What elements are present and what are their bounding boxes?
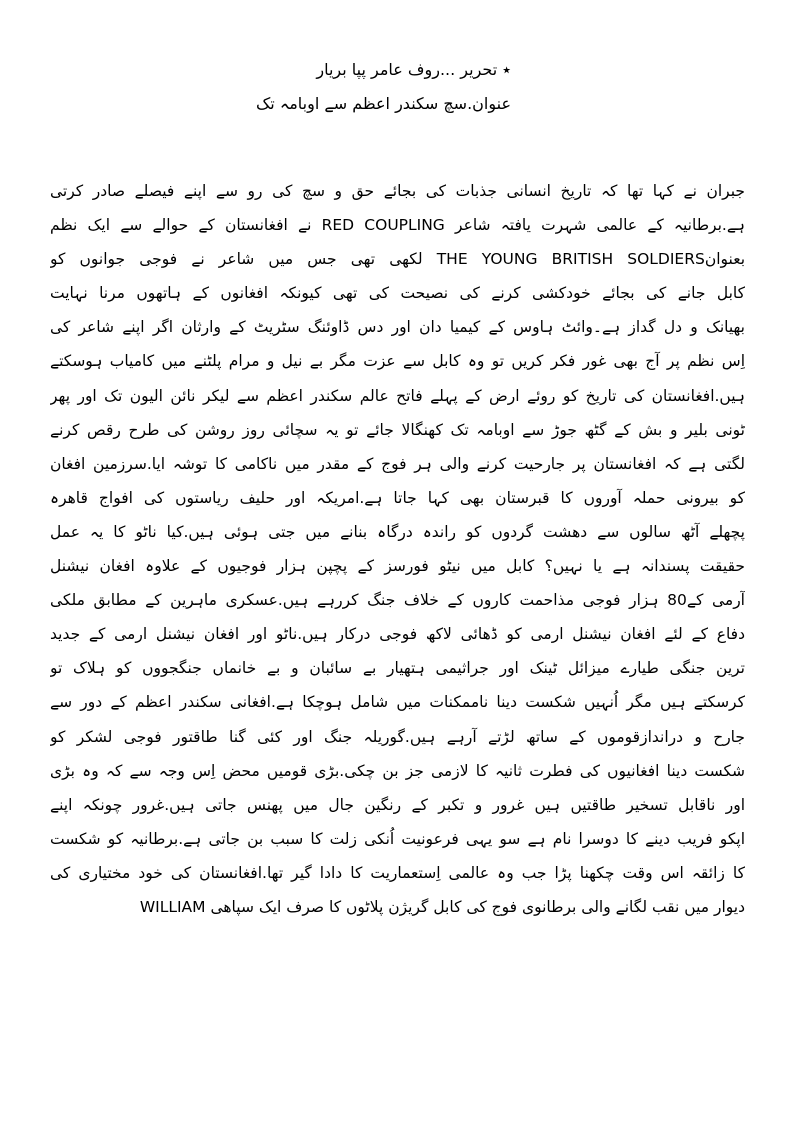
body-line: اور ناقابل تسخیر طاقتیں ہیں غرور و تکبر کے رنگین جال میں پھنس جاتی ہیں.غرور چونکہ اپنے bbox=[50, 795, 745, 814]
body-line: پچھلے آٹھ سالوں سے دھشت گردوں کو راندہ درگاہ بنانے میں جتی ہوئی ہیں.کیا ناٹو کا یہ عمل bbox=[50, 522, 745, 541]
body-line: کا زائقہ اس وقت چکھنا پڑا جب وہ عالمی اِستعماریت کا دادا گیر تھا.افغانستان کی خود مختیاری کی bbox=[50, 863, 745, 882]
body-line: اپکو فریب دینے کا دوسرا نام ہے سو یہی فرعونیت اُنکی زلت کا سبب بن جاتی ہے.برطانیہ کو شکست bbox=[50, 829, 745, 848]
body-line: ہے.برطانیہ کے عالمی شہرت یافتہ شاعر RED COUPLING نے افغانستان کے حوالے سے ایک نظم bbox=[50, 216, 745, 235]
author-byline: ٭ تحریر ...روف عامر پپا بریار bbox=[316, 60, 511, 79]
body-line: ٹونی بلیر و بش کے گٹھ جوڑ سے اوبامہ تک کھنگالا جائے تو یہ سچائی روز روشن کی طرح رقص کرنے bbox=[50, 420, 745, 439]
body-line: ہیں.افغانستان کی تاریخ کو روئے ارض کے پہلے فاتح عالم سکندر اعظم سے لیکر نائن الیون تک اور پھر bbox=[50, 386, 745, 405]
body-line: کو بیرونی حملہ آوروں کا قبرستان بھی کہا جاتا ہے.امریکہ اور حلیف ریاستوں کی افواج قاھرہ bbox=[50, 488, 745, 507]
body-line: اِس نظم پر آج بھی غور فکر کریں تو وہ کابل سے عزت مگر بے نیل و مرام پلٹنے میں کامیاب ہوسکتے bbox=[50, 352, 745, 371]
body-line: کابل جانے کی بجائے خودکشی کرنے کی نصیحت کی تھی کیونکہ افغانوں کے ہاتھوں مرنا نہایت bbox=[50, 284, 745, 303]
body-line: بھیانک و دل گداز ہے۔وائٹ ہاوس کے کیمیا دان اور دس ڈاوئنگ سٹریٹ کے وارثان اگر اپنے شاعر کی bbox=[50, 318, 745, 337]
body-line: دفاع کے لئے افغان نیشنل ارمی کو ڈھائی لاکھ فوجی درکار ہیں.ناٹو اور افغان نیشنل ارمی کے جدید bbox=[50, 625, 745, 644]
article-title: عنوان.سچ سکندر اعظم سے اوبامہ تک bbox=[255, 94, 511, 113]
body-line: جارح و دراندازقوموں کے ساتھ لڑتے آرہے ہیں.گوریلہ جنگ اور کئی گنا طاقتور فوجی لشکر کو bbox=[50, 727, 745, 746]
body-line: بعنوانTHE YOUNG BRITISH SOLDIERS لکھی تھی جس میں شاعر نے فوجی جوانوں کو bbox=[50, 250, 745, 269]
body-line: ترین جنگی طیارے میزائل ٹینک اور جراثیمی ہتھیار بے سائبان و بے خانماں جنگجووں کو ہلاک تو bbox=[50, 659, 745, 678]
body-line: جبران نے کہا تھا کہ تاریخ انسانی جذبات کی بجائے حق و سچ کی رو سے اپنے فیصلے صادر کرتی bbox=[50, 182, 745, 200]
article-body bbox=[50, 174, 745, 924]
body-line: دیوار میں نقب لگانے والی برطانوی فوج کی کابل گریژن پلاٹوں کا صرف ایک سپاھی WILLIAM bbox=[139, 897, 745, 916]
body-line: آرمی کے80 ہزار فوجی مذاحمت کاروں کے خلاف جنگ کررہے ہیں.عسکری ماہرین کے مطابق ملکی bbox=[50, 591, 745, 610]
body-line: کرسکتے ہیں مگر اُنہیں شکست دینا ناممکنات میں شامل ہوچکا ہے.افغانی سکندر اعظم کے دور سے bbox=[50, 693, 745, 712]
article-header bbox=[91, 60, 511, 114]
body-line: حقیقت پسندانہ ہے یا نہیں؟ کابل میں نیٹو فورسز کے پچپن ہزار فوجیوں کے علاوہ افغان نیشنل bbox=[50, 557, 745, 576]
body-line: شکست دینا افغانیوں کی فطرت ثانیہ کا لازمی جز بن چکی.بڑی قومیں محض اِس وجہ سے کہ وہ بڑی bbox=[50, 761, 745, 780]
body-line: لگتی ہے کہ افغانستان پر جارحیت کرنے والی ہر فوج کے مقدر میں ناکامی کا توشہ ایا.سرزمین افغان bbox=[50, 454, 745, 473]
